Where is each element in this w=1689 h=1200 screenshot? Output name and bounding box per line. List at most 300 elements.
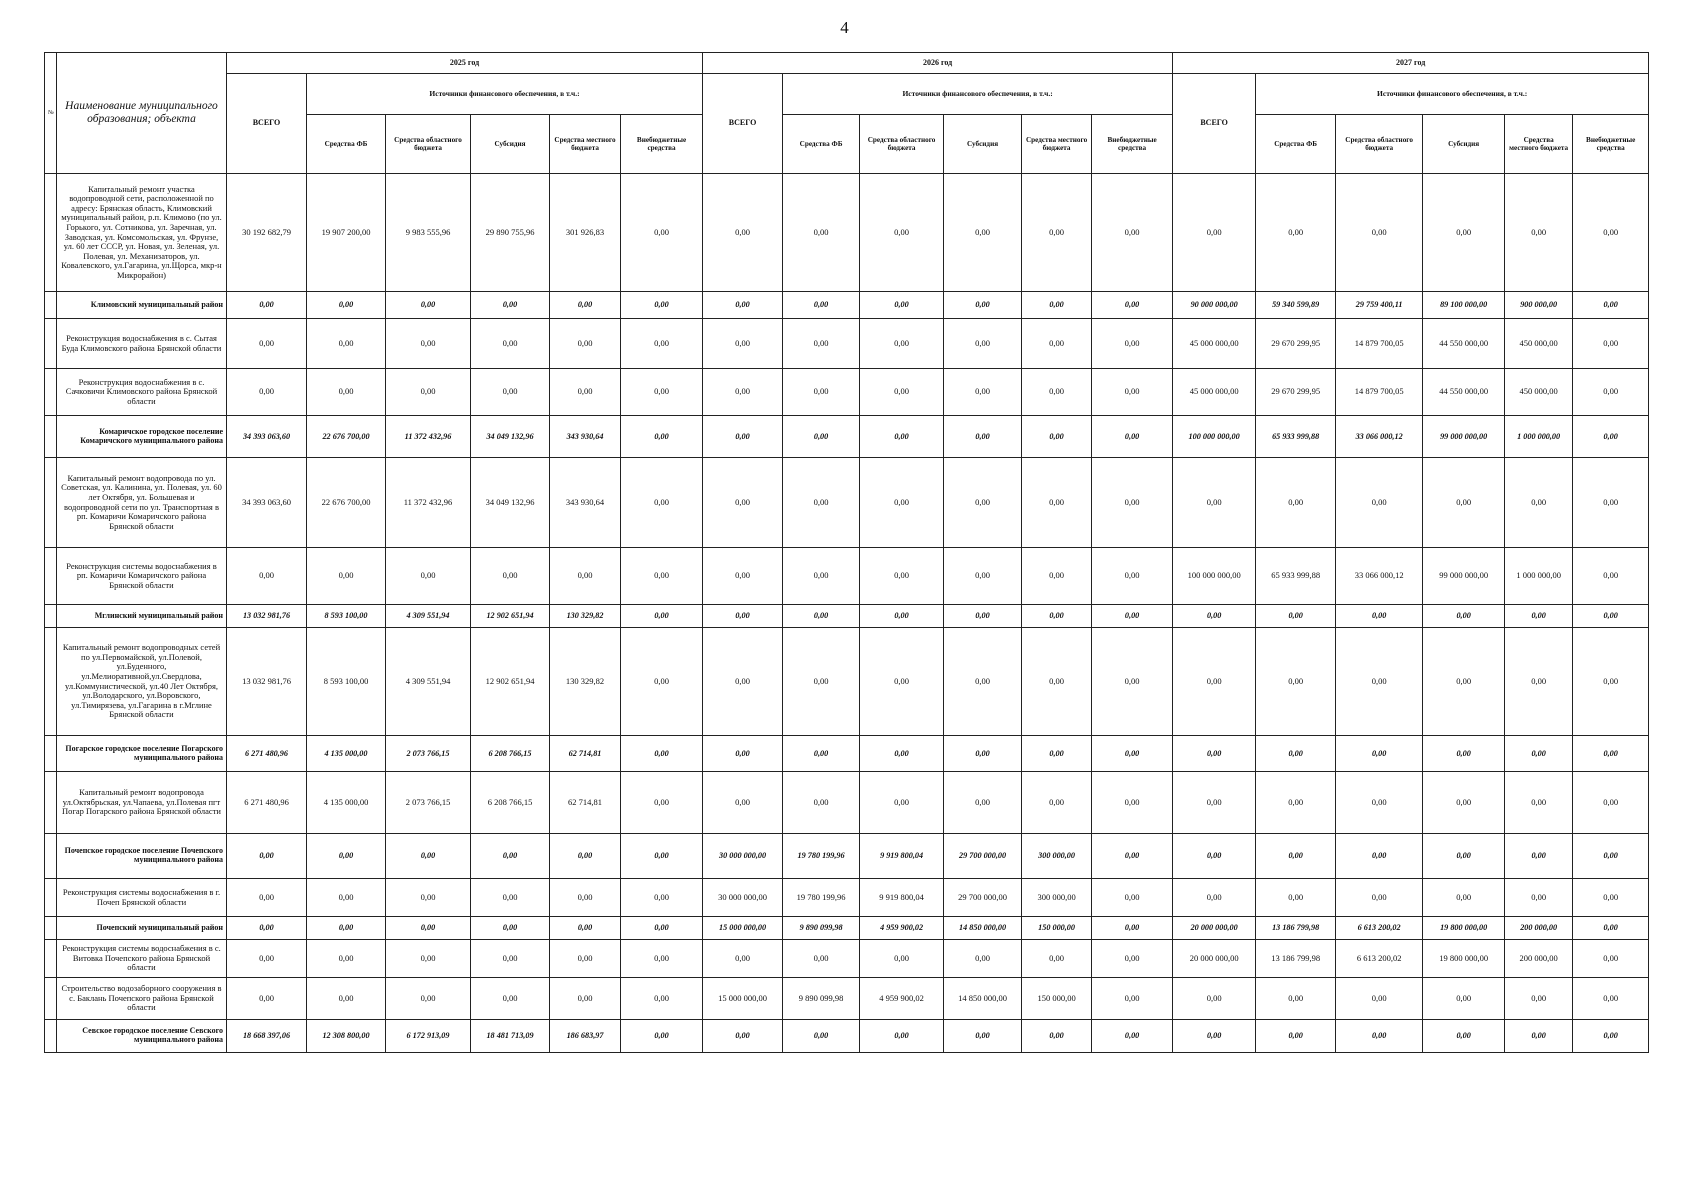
value-cell: 0,00 [1022, 605, 1092, 628]
value-cell: 0,00 [1092, 319, 1173, 369]
value-cell: 12 902 651,94 [471, 605, 550, 628]
value-cell: 59 340 599,89 [1256, 292, 1336, 319]
value-cell: 0,00 [1423, 174, 1505, 292]
value-cell: 0,00 [1336, 834, 1423, 879]
source-header: Средства ФБ [783, 115, 860, 174]
value-cell: 0,00 [621, 605, 703, 628]
value-cell: 29 700 000,00 [944, 834, 1022, 879]
value-cell: 0,00 [783, 736, 860, 772]
value-cell: 20 000 000,00 [1173, 917, 1256, 940]
value-cell: 0,00 [471, 879, 550, 917]
value-cell: 29 670 299,95 [1256, 319, 1336, 369]
value-cell: 0,00 [621, 369, 703, 416]
total-header: ВСЕГО [1173, 74, 1256, 174]
value-cell: 0,00 [944, 628, 1022, 736]
source-header: Средства ФБ [307, 115, 386, 174]
group-row [45, 292, 1649, 319]
value-cell: 9 919 800,04 [860, 834, 944, 879]
value-cell: 0,00 [227, 292, 307, 319]
source-header: Средства местного бюджета [1022, 115, 1092, 174]
group-row [45, 917, 1649, 940]
value-cell: 0,00 [386, 369, 471, 416]
value-cell: 0,00 [1173, 174, 1256, 292]
value-cell: 0,00 [1505, 834, 1573, 879]
value-cell: 0,00 [703, 605, 783, 628]
value-cell: 0,00 [1573, 369, 1649, 416]
value-cell: 0,00 [621, 1020, 703, 1053]
value-cell: 0,00 [783, 369, 860, 416]
value-cell: 0,00 [1505, 628, 1573, 736]
source-header: Субсидия [471, 115, 550, 174]
value-cell: 0,00 [783, 940, 860, 978]
value-cell: 0,00 [471, 548, 550, 605]
value-cell: 0,00 [621, 416, 703, 458]
value-cell: 14 850 000,00 [944, 917, 1022, 940]
value-cell: 0,00 [1022, 772, 1092, 834]
value-cell: 13 186 799,98 [1256, 917, 1336, 940]
table-row [45, 772, 1649, 834]
row-number-cell [45, 319, 57, 369]
value-cell: 29 670 299,95 [1256, 369, 1336, 416]
value-cell: 15 000 000,00 [703, 917, 783, 940]
total-header: ВСЕГО [703, 74, 783, 174]
value-cell: 0,00 [1505, 978, 1573, 1020]
value-cell: 0,00 [1092, 174, 1173, 292]
table-header [45, 53, 1649, 174]
value-cell: 0,00 [783, 628, 860, 736]
value-cell: 0,00 [1022, 1020, 1092, 1053]
row-number-cell [45, 458, 57, 548]
value-cell: 0,00 [471, 834, 550, 879]
value-cell: 0,00 [703, 736, 783, 772]
row-number-cell [45, 416, 57, 458]
value-cell: 0,00 [1336, 174, 1423, 292]
object-name-cell: Реконструкция системы водоснабжения в г. Почеп Брянской области [57, 879, 227, 917]
value-cell: 9 890 099,98 [783, 978, 860, 1020]
group-row [45, 736, 1649, 772]
value-cell: 13 186 799,98 [1256, 940, 1336, 978]
value-cell: 0,00 [1573, 605, 1649, 628]
value-cell: 0,00 [621, 174, 703, 292]
group-row [45, 416, 1649, 458]
value-cell: 0,00 [944, 736, 1022, 772]
value-cell: 90 000 000,00 [1173, 292, 1256, 319]
value-cell: 0,00 [944, 174, 1022, 292]
value-cell: 19 780 199,96 [783, 834, 860, 879]
value-cell: 0,00 [471, 369, 550, 416]
value-cell: 0,00 [386, 940, 471, 978]
value-cell: 34 393 063,60 [227, 416, 307, 458]
page-number: 4 [840, 18, 849, 37]
value-cell: 0,00 [1573, 772, 1649, 834]
value-cell: 13 032 981,76 [227, 605, 307, 628]
value-cell: 8 593 100,00 [307, 628, 386, 736]
row-number-cell [45, 978, 57, 1020]
value-cell: 0,00 [703, 174, 783, 292]
value-cell: 6 172 913,09 [386, 1020, 471, 1053]
value-cell: 19 780 199,96 [783, 879, 860, 917]
row-number-cell [45, 940, 57, 978]
table-row [45, 978, 1649, 1020]
value-cell: 0,00 [621, 736, 703, 772]
value-cell: 6 208 766,15 [471, 772, 550, 834]
value-cell: 0,00 [621, 319, 703, 369]
value-cell: 0,00 [1092, 772, 1173, 834]
value-cell: 0,00 [1573, 548, 1649, 605]
value-cell: 0,00 [1092, 605, 1173, 628]
object-name-cell: Реконструкция системы водоснабжения в с. Витовка Почепского района Брянской области [57, 940, 227, 978]
value-cell: 6 613 200,02 [1336, 940, 1423, 978]
value-cell: 0,00 [860, 1020, 944, 1053]
value-cell: 6 613 200,02 [1336, 917, 1423, 940]
value-cell: 30 000 000,00 [703, 834, 783, 879]
value-cell: 0,00 [1505, 736, 1573, 772]
value-cell: 0,00 [1173, 978, 1256, 1020]
value-cell: 0,00 [386, 917, 471, 940]
value-cell: 0,00 [783, 416, 860, 458]
group-name-cell: Почепский муниципальный район [57, 917, 227, 940]
table-row [45, 458, 1649, 548]
value-cell: 9 890 099,98 [783, 917, 860, 940]
group-row [45, 1020, 1649, 1053]
value-cell: 0,00 [550, 292, 621, 319]
value-cell: 62 714,81 [550, 772, 621, 834]
value-cell: 0,00 [860, 174, 944, 292]
value-cell: 0,00 [1092, 292, 1173, 319]
row-number-cell [45, 772, 57, 834]
object-name-cell: Реконструкция системы водоснабжения в рп. Комаричи Комаричского района Брянской области [57, 548, 227, 605]
value-cell: 33 066 000,12 [1336, 416, 1423, 458]
value-cell: 33 066 000,12 [1336, 548, 1423, 605]
value-cell: 0,00 [1573, 174, 1649, 292]
value-cell: 0,00 [621, 978, 703, 1020]
object-name-cell: Капитальный ремонт водопроводных сетей по ул.Первомайской, ул.Полевой, ул.Буденного, ул.Мелиоративной,ул.Свердлова, ул.Коммунистической, ул.40 Лет Октября, ул.Володарского, ул.Воровского, ул.Тимирязева, ул.Гагарина в г.Мглине Брянской области [57, 628, 227, 736]
value-cell: 0,00 [860, 628, 944, 736]
group-name-cell: Климовский муниципальный район [57, 292, 227, 319]
table-row [45, 940, 1649, 978]
value-cell: 0,00 [1092, 458, 1173, 548]
value-cell: 6 271 480,96 [227, 736, 307, 772]
value-cell: 0,00 [307, 879, 386, 917]
value-cell: 0,00 [1573, 628, 1649, 736]
value-cell: 0,00 [227, 978, 307, 1020]
value-cell: 0,00 [1573, 978, 1649, 1020]
value-cell: 11 372 432,96 [386, 458, 471, 548]
value-cell: 0,00 [703, 548, 783, 605]
value-cell: 450 000,00 [1505, 369, 1573, 416]
year-header: 2026 год [703, 53, 1173, 74]
value-cell: 900 000,00 [1505, 292, 1573, 319]
value-cell: 19 907 200,00 [307, 174, 386, 292]
value-cell: 0,00 [783, 174, 860, 292]
value-cell: 0,00 [1092, 978, 1173, 1020]
value-cell: 0,00 [1022, 628, 1092, 736]
value-cell: 0,00 [1336, 978, 1423, 1020]
value-cell: 0,00 [307, 940, 386, 978]
value-cell: 18 668 397,06 [227, 1020, 307, 1053]
value-cell: 0,00 [1092, 940, 1173, 978]
row-number-cell [45, 1020, 57, 1053]
budget-table [44, 52, 1649, 1053]
value-cell: 0,00 [1256, 978, 1336, 1020]
value-cell: 0,00 [1092, 548, 1173, 605]
value-cell: 0,00 [1173, 1020, 1256, 1053]
value-cell: 62 714,81 [550, 736, 621, 772]
value-cell: 15 000 000,00 [703, 978, 783, 1020]
object-name-cell: Капитальный ремонт водопровода по ул. Советская, ул. Калинина, ул. Полевая, ул. 60 лет Октября, ул. Большевая и водопроводной сети по ул. Транспортная в рп. Комаричи Комаричского района Брянской области [57, 458, 227, 548]
value-cell: 0,00 [1423, 879, 1505, 917]
value-cell: 0,00 [227, 940, 307, 978]
object-name-cell: Строительство водозаборного сооружения в с. Баклань Почепского района Брянской области [57, 978, 227, 1020]
value-cell: 0,00 [703, 772, 783, 834]
year-header: 2027 год [1173, 53, 1649, 74]
value-cell: 0,00 [1256, 879, 1336, 917]
value-cell: 186 683,97 [550, 1020, 621, 1053]
source-header: Средства местного бюджета [550, 115, 621, 174]
group-name-cell: Севское городское поселение Севского муниципального района [57, 1020, 227, 1053]
value-cell: 0,00 [1022, 416, 1092, 458]
value-cell: 34 049 132,96 [471, 416, 550, 458]
value-cell: 9 983 555,96 [386, 174, 471, 292]
value-cell: 4 135 000,00 [307, 772, 386, 834]
value-cell: 0,00 [1022, 548, 1092, 605]
total-header: ВСЕГО [227, 74, 307, 174]
value-cell: 343 930,64 [550, 458, 621, 548]
value-cell: 0,00 [550, 917, 621, 940]
value-cell: 0,00 [550, 879, 621, 917]
value-cell: 0,00 [944, 548, 1022, 605]
group-row [45, 834, 1649, 879]
source-header: Субсидия [1423, 115, 1505, 174]
row-number-cell [45, 174, 57, 292]
value-cell: 0,00 [860, 736, 944, 772]
value-cell: 0,00 [860, 292, 944, 319]
value-cell: 0,00 [1173, 736, 1256, 772]
value-cell: 0,00 [944, 292, 1022, 319]
value-cell: 0,00 [1336, 736, 1423, 772]
value-cell: 0,00 [621, 458, 703, 548]
table-row [45, 548, 1649, 605]
value-cell: 19 800 000,00 [1423, 940, 1505, 978]
value-cell: 0,00 [550, 319, 621, 369]
value-cell: 130 329,82 [550, 628, 621, 736]
year-header: 2025 год [227, 53, 703, 74]
value-cell: 0,00 [1173, 628, 1256, 736]
value-cell: 0,00 [1336, 1020, 1423, 1053]
value-cell: 0,00 [1022, 319, 1092, 369]
value-cell: 0,00 [783, 292, 860, 319]
source-header: Средства областного бюджета [860, 115, 944, 174]
value-cell: 12 308 800,00 [307, 1020, 386, 1053]
table-body [45, 174, 1649, 1053]
value-cell: 4 309 551,94 [386, 628, 471, 736]
group-name-cell: Комаричское городское поселение Комаричского муниципального района [57, 416, 227, 458]
sources-group-header: Источники финансового обеспечения, в т.ч.: [307, 74, 703, 115]
value-cell: 450 000,00 [1505, 319, 1573, 369]
value-cell: 99 000 000,00 [1423, 416, 1505, 458]
value-cell: 0,00 [1573, 834, 1649, 879]
row-number-cell [45, 605, 57, 628]
value-cell: 0,00 [386, 292, 471, 319]
value-cell: 30 000 000,00 [703, 879, 783, 917]
value-cell: 2 073 766,15 [386, 736, 471, 772]
value-cell: 0,00 [1573, 416, 1649, 458]
value-cell: 0,00 [860, 940, 944, 978]
value-cell: 0,00 [860, 416, 944, 458]
value-cell: 0,00 [1256, 834, 1336, 879]
value-cell: 0,00 [783, 319, 860, 369]
value-cell: 0,00 [386, 978, 471, 1020]
value-cell: 100 000 000,00 [1173, 548, 1256, 605]
value-cell: 0,00 [944, 605, 1022, 628]
value-cell: 0,00 [1173, 605, 1256, 628]
row-number-cell [45, 548, 57, 605]
value-cell: 0,00 [1022, 736, 1092, 772]
value-cell: 2 073 766,15 [386, 772, 471, 834]
value-cell: 34 049 132,96 [471, 458, 550, 548]
object-name-cell: Капитальный ремонт водопровода ул.Октябрьская, ул.Чапаева, ул.Полевая пгт Погар Погарского района Брянской области [57, 772, 227, 834]
value-cell: 0,00 [944, 416, 1022, 458]
value-cell: 20 000 000,00 [1173, 940, 1256, 978]
value-cell: 45 000 000,00 [1173, 319, 1256, 369]
table-row [45, 369, 1649, 416]
value-cell: 0,00 [783, 458, 860, 548]
value-cell: 0,00 [860, 319, 944, 369]
value-cell: 0,00 [703, 458, 783, 548]
row-number-cell [45, 292, 57, 319]
value-cell: 0,00 [703, 319, 783, 369]
value-cell: 0,00 [1022, 292, 1092, 319]
value-cell: 343 930,64 [550, 416, 621, 458]
value-cell: 0,00 [1423, 834, 1505, 879]
value-cell: 0,00 [227, 319, 307, 369]
source-header: Внебюджетные средства [1573, 115, 1649, 174]
value-cell: 0,00 [471, 917, 550, 940]
value-cell: 89 100 000,00 [1423, 292, 1505, 319]
value-cell: 0,00 [860, 548, 944, 605]
value-cell: 0,00 [1423, 458, 1505, 548]
source-header: Внебюджетные средства [1092, 115, 1173, 174]
value-cell: 0,00 [386, 548, 471, 605]
value-cell: 0,00 [307, 319, 386, 369]
value-cell: 0,00 [944, 458, 1022, 548]
value-cell: 0,00 [550, 834, 621, 879]
row-number-cell [45, 834, 57, 879]
value-cell: 0,00 [1256, 458, 1336, 548]
value-cell: 0,00 [1423, 605, 1505, 628]
value-cell: 19 800 000,00 [1423, 917, 1505, 940]
value-cell: 0,00 [1092, 917, 1173, 940]
value-cell: 0,00 [307, 917, 386, 940]
value-cell: 0,00 [1256, 1020, 1336, 1053]
value-cell: 0,00 [550, 548, 621, 605]
value-cell: 0,00 [1336, 628, 1423, 736]
value-cell: 0,00 [703, 369, 783, 416]
row-number-cell [45, 628, 57, 736]
value-cell: 0,00 [1573, 319, 1649, 369]
name-column-header: Наименование муниципального образования; объекта [57, 53, 227, 174]
row-number-cell [45, 917, 57, 940]
value-cell: 18 481 713,09 [471, 1020, 550, 1053]
object-name-cell: Капитальный ремонт участка водопроводной сети, расположенной по адресу: Брянская область, Климовский муниципальный район, р.п. Климово (по ул. Горького, ул. Сотникова, ул. Заречная, ул. Заводская, ул. Комсомольская, ул. Фрунзе, ул. 60 лет СССР, ул. Новая, ул. Зеленая, ул. Полевая, ул. Механизаторов, ул. Ковалевского, ул.Гагарина, ул.Щорса, мкр-н Микрорайон) [57, 174, 227, 292]
value-cell: 4 959 900,02 [860, 917, 944, 940]
value-cell: 0,00 [1092, 416, 1173, 458]
value-cell: 0,00 [471, 319, 550, 369]
value-cell: 301 926,83 [550, 174, 621, 292]
source-header: Средства областного бюджета [1336, 115, 1423, 174]
value-cell: 0,00 [621, 917, 703, 940]
sources-group-header: Источники финансового обеспечения, в т.ч.: [783, 74, 1173, 115]
value-cell: 30 192 682,79 [227, 174, 307, 292]
value-cell: 0,00 [944, 369, 1022, 416]
value-cell: 29 890 755,96 [471, 174, 550, 292]
value-cell: 0,00 [860, 605, 944, 628]
value-cell: 6 208 766,15 [471, 736, 550, 772]
value-cell: 0,00 [386, 879, 471, 917]
value-cell: 4 959 900,02 [860, 978, 944, 1020]
value-cell: 8 593 100,00 [307, 605, 386, 628]
value-cell: 0,00 [1573, 879, 1649, 917]
value-cell: 0,00 [471, 940, 550, 978]
value-cell: 0,00 [783, 772, 860, 834]
value-cell: 0,00 [860, 772, 944, 834]
value-cell: 0,00 [1505, 772, 1573, 834]
value-cell: 0,00 [783, 1020, 860, 1053]
value-cell: 0,00 [1423, 628, 1505, 736]
value-cell: 0,00 [1505, 605, 1573, 628]
value-cell: 12 902 651,94 [471, 628, 550, 736]
value-cell: 4 135 000,00 [307, 736, 386, 772]
row-number-cell [45, 736, 57, 772]
value-cell: 29 759 400,11 [1336, 292, 1423, 319]
value-cell: 22 676 700,00 [307, 416, 386, 458]
value-cell: 0,00 [1022, 174, 1092, 292]
value-cell: 0,00 [1573, 1020, 1649, 1053]
value-cell: 0,00 [1256, 174, 1336, 292]
value-cell: 0,00 [944, 319, 1022, 369]
value-cell: 150 000,00 [1022, 978, 1092, 1020]
sources-group-header: Источники финансового обеспечения, в т.ч.: [1256, 74, 1649, 115]
value-cell: 0,00 [1423, 736, 1505, 772]
value-cell: 0,00 [1173, 879, 1256, 917]
value-cell: 0,00 [1256, 736, 1336, 772]
group-name-cell: Почепское городское поселение Почепского муниципального района [57, 834, 227, 879]
value-cell: 99 000 000,00 [1423, 548, 1505, 605]
value-cell: 0,00 [1423, 772, 1505, 834]
value-cell: 22 676 700,00 [307, 458, 386, 548]
value-cell: 0,00 [307, 369, 386, 416]
value-cell: 29 700 000,00 [944, 879, 1022, 917]
value-cell: 0,00 [1092, 736, 1173, 772]
value-cell: 0,00 [944, 940, 1022, 978]
value-cell: 0,00 [860, 458, 944, 548]
value-cell: 0,00 [860, 369, 944, 416]
source-header: Средства областного бюджета [386, 115, 471, 174]
table-row [45, 319, 1649, 369]
value-cell: 0,00 [1573, 458, 1649, 548]
value-cell: 0,00 [386, 834, 471, 879]
value-cell: 0,00 [1336, 458, 1423, 548]
value-cell: 300 000,00 [1022, 879, 1092, 917]
object-name-cell: Реконструкция водоснабжения в с. Сытая Буда Климовского района Брянской области [57, 319, 227, 369]
value-cell: 65 933 999,88 [1256, 416, 1336, 458]
value-cell: 44 550 000,00 [1423, 319, 1505, 369]
value-cell: 0,00 [1092, 1020, 1173, 1053]
value-cell: 0,00 [1505, 174, 1573, 292]
value-cell: 0,00 [471, 292, 550, 319]
value-cell: 0,00 [1022, 369, 1092, 416]
value-cell: 0,00 [227, 879, 307, 917]
